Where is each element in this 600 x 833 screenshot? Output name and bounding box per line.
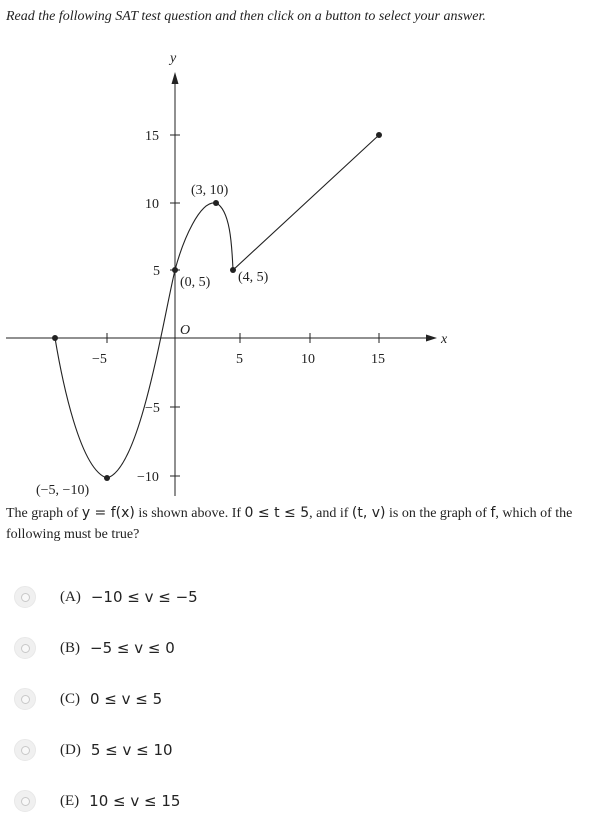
answer-choice-d[interactable]	[14, 735, 173, 765]
x-tick-label: 5	[236, 352, 243, 367]
y-tick-label: 5	[153, 264, 160, 279]
answer-choice-c[interactable]	[14, 684, 162, 714]
endpoint-marker	[376, 132, 382, 138]
point-marker	[230, 267, 236, 273]
radio-button[interactable]	[14, 790, 36, 812]
x-tick-label: 10	[301, 352, 315, 367]
x-axis-arrow	[426, 335, 437, 342]
y-axis-label: y	[170, 51, 177, 66]
point-label: (0, 5)	[180, 275, 211, 290]
choice-letter: (C)	[60, 690, 80, 707]
y-axis-arrow	[172, 72, 179, 84]
question-math: y = f(x)	[81, 505, 135, 521]
choice-expression: −10 ≤ v ≤ −5	[90, 588, 198, 606]
question-part: is on the graph of	[385, 506, 491, 521]
choice-letter: (E)	[60, 792, 80, 809]
radio-button[interactable]	[14, 586, 36, 608]
radio-dot	[21, 593, 30, 602]
instruction-text: Read the following SAT test question and then click on a button to select your answer.	[6, 9, 486, 24]
answer-choice-b[interactable]	[14, 633, 175, 663]
choice-letter: (D)	[60, 741, 81, 758]
origin-label: O	[180, 323, 191, 338]
radio-button[interactable]	[14, 637, 36, 659]
question-text	[6, 503, 598, 545]
choice-letter: (A)	[60, 588, 81, 605]
point-label: (3, 10)	[191, 183, 229, 198]
x-axis-label: x	[441, 332, 448, 347]
choice-expression: 5 ≤ v ≤ 10	[90, 741, 173, 759]
answer-choice-e[interactable]	[14, 786, 180, 816]
point-label: (−5, −10)	[36, 483, 90, 498]
radio-button[interactable]	[14, 688, 36, 710]
x-tick-label: 15	[371, 352, 385, 367]
point-marker	[213, 200, 219, 206]
y-tick-label: −10	[137, 470, 159, 485]
radio-dot	[21, 746, 30, 755]
question-math: 0 ≤ t ≤ 5	[244, 505, 310, 521]
choice-expression: 10 ≤ v ≤ 15	[89, 792, 181, 810]
radio-dot	[21, 644, 30, 653]
question-math: (t, v)	[351, 505, 386, 521]
question-part: The graph of	[6, 506, 82, 521]
point-marker	[104, 475, 110, 481]
choice-letter: (B)	[60, 639, 80, 656]
radio-dot	[21, 695, 30, 704]
radio-dot	[21, 797, 30, 806]
point-label: (4, 5)	[238, 270, 269, 285]
endpoint-marker	[52, 335, 58, 341]
point-marker	[172, 267, 178, 273]
y-tick-label: 10	[145, 197, 159, 212]
function-graph	[0, 40, 600, 500]
y-tick-label: 15	[145, 129, 159, 144]
choice-expression: 0 ≤ v ≤ 5	[90, 690, 163, 708]
x-tick-label: −5	[92, 352, 107, 367]
question-part: , and if	[309, 506, 352, 521]
answer-choice-a[interactable]	[14, 582, 198, 612]
question-math: f	[490, 505, 496, 521]
choice-expression: −5 ≤ v ≤ 0	[90, 639, 175, 657]
question-part: is shown above. If	[134, 506, 245, 521]
question-part: , which of the following must be true?	[6, 506, 573, 542]
y-tick-label: −5	[145, 401, 160, 416]
radio-button[interactable]	[14, 739, 36, 761]
